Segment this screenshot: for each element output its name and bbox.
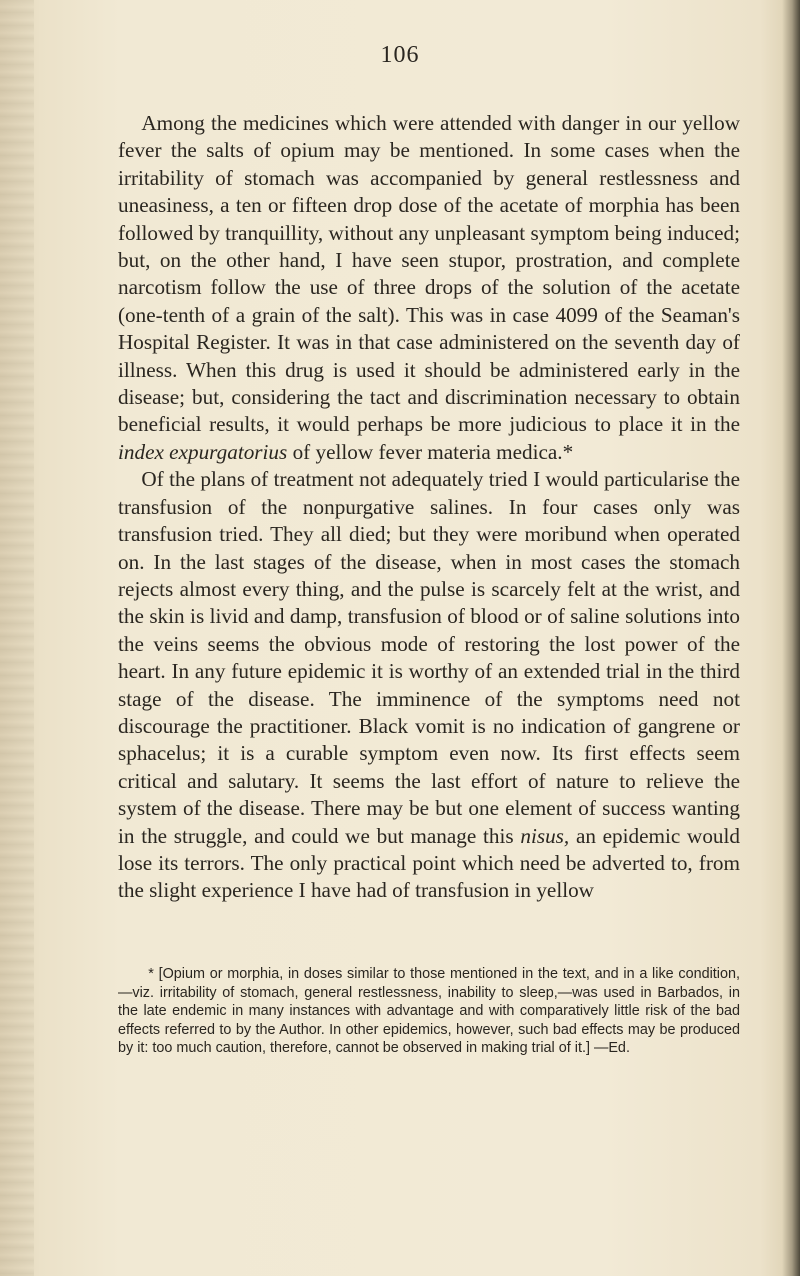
paragraph-opium-italic: index expurgatorius [118,439,288,464]
page-edge-shadow [782,0,800,1276]
paragraph-transfusion [118,466,740,905]
paragraph-opium-text-end: of yellow fever materia medica.* [287,439,574,464]
page-gutter [0,0,34,1276]
paragraph-opium [118,110,740,466]
paragraph-opium-text: Among the medicines which were attended with danger in our yellow fever the salts of opium may be mentioned. In some cases when the irritability of stomach was accompanied by general restlessness and uneasiness, a ten or fifteen drop dose of the acetate of morphia has been followed by tranquillity, without any unpleasant symptom being induced; but, on the other hand, I have seen stupor, prostration, and complete narcotism follow the use of three drops of the solution of the acetate (one-tenth of a grain of the salt). This was in case 4099 of the Seaman's Hospital Register. It was in that case administered on the seventh day of illness. When this drug is used it should be administered early in the disease; but, considering the tact and discrimination necessary to obtain beneficial results, it would perhaps be more judicious to place it in the [118,111,740,437]
body-text [118,110,740,905]
paragraph-transfusion-italic: nisus, [520,823,570,848]
page-number: 106 [380,42,420,68]
paragraph-transfusion-text: Of the plans of treatment not adequately tried I would particularise the transfusion of the nonpurgative salines. In four cases only was transfusion tried. They all died; but they were moribund when operated on. In the last stages of the disease, when in most cases the stomach rejects almost every thing, and the pulse is scarcely felt at the wrist, and the skin is livid and damp, transfusion of blood or of saline solutions into the veins seems the obvious mode of restoring the lost power of the heart. In any future epidemic it is worthy of an extended trial in the third stage of the disease. The imminence of the symptoms need not discourage the practitioner. Black vomit is no indication of gangrene or sphacelus; it is a curable symptom even now. Its first effects seem critical and salutary. It seems the last effort of nature to relieve the system of the disease. There may be but one element of success wanting in the struggle, and could we but manage this [118,467,740,848]
paragraph-transfusion-text-end: an epidemic would lose its terrors. The only practical point which need be adverted to, from the slight experience I have had of transfusion in yellow [118,823,740,903]
footnote: * [Opium or morphia, in doses similar to those mentioned in the text, and in a like condition,—viz. irritability of stomach, general restlessness, inability to sleep,—was used in Barbados, in the late endemic in many instances with advantage and with comparatively little risk of the bad effects referred to by the Author. In other epidemics, however, such bad effects may be produced by it: too much caution, therefore, cannot be observed in making trial of it.] —Ed. [118,966,740,1057]
